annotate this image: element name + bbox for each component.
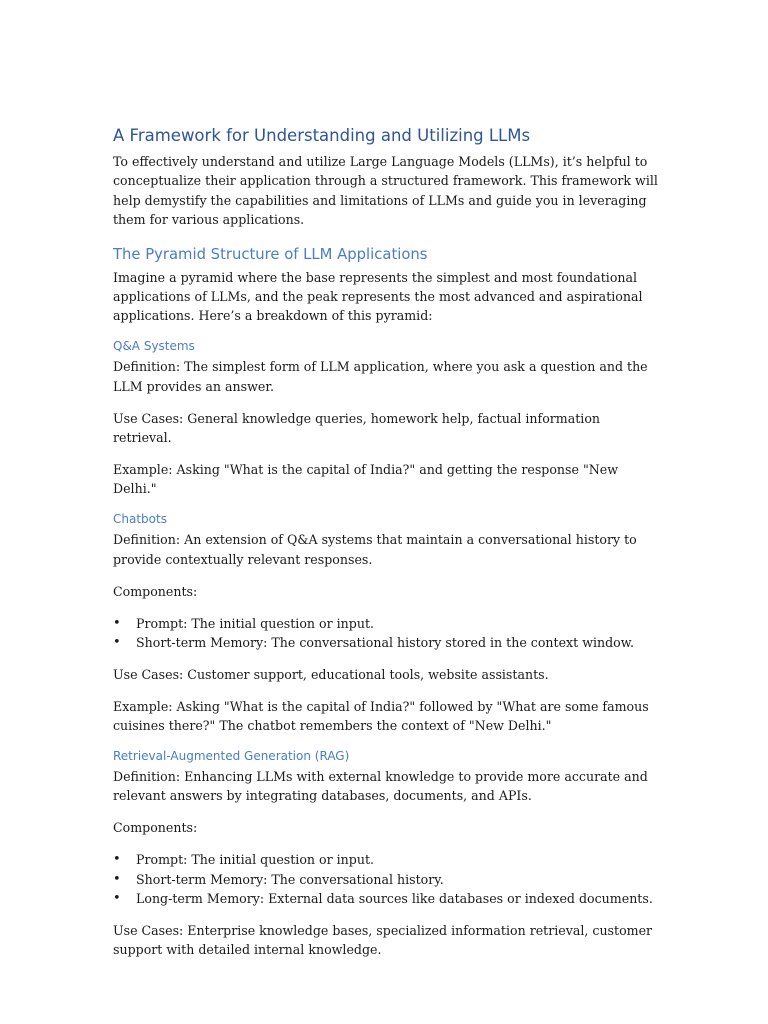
chatbots-definition: Definition: An extension of Q&A systems that maintain a conversational history to provide contextually relevant responses. <box>113 532 637 567</box>
chatbots-example: Example: Asking "What is the capital of India?" followed by "What are some famous cuisines there?" The chatbot remembers the context of "New Delhi." <box>113 698 649 734</box>
bullet-icon: • <box>113 871 121 887</box>
list-item-text: Short-term Memory: The conversational history. <box>136 871 444 887</box>
intro-paragraph: To effectively understand and utilize Large Language Models (LLMs), it’s helpful to conceptualize their application through a structured framework. This framework will help demystify the capabilities and limitations of LLMs and guide you in leveraging them for various applications. <box>113 154 658 228</box>
rag-components-list <box>113 850 661 908</box>
rag-use-cases: Use Cases: Enterprise knowledge bases, specialized information retrieval, customer support with detailed internal knowledge. <box>113 922 653 958</box>
pyramid-paragraph: Imagine a pyramid where the base represents the simplest and most foundational applications of LLMs, and the peak represents the most advanced and aspirational applications. Here’s a breakdown of this pyramid: <box>113 269 643 324</box>
bullet-icon: • <box>113 615 121 631</box>
qa-use-cases: Use Cases: General knowledge queries, homework help, factual information retrieval. <box>113 410 601 446</box>
rag-definition: Definition: Enhancing LLMs with external knowledge to provide more accurate and relevant answers by integrating databases, documents, and APIs. <box>113 769 648 804</box>
chatbots-components-list <box>113 614 661 653</box>
qa-example: Example: Asking "What is the capital of India?" and getting the response "New Delhi." <box>113 461 619 497</box>
document-title: A Framework for Understanding and Utilizing LLMs <box>113 126 531 145</box>
chatbots-heading: Chatbots <box>113 512 167 527</box>
list-item <box>113 633 661 652</box>
chatbots-use-cases: Use Cases: Customer support, educational tools, website assistants. <box>113 666 549 682</box>
list-item-text: Prompt: The initial question or input. <box>136 852 375 868</box>
list-item <box>113 889 661 908</box>
bullet-icon: • <box>113 852 121 868</box>
list-item <box>113 614 661 633</box>
qa-definition: Definition: The simplest form of LLM application, where you ask a question and the LLM provides an answer. <box>113 359 648 394</box>
list-item-text: Long-term Memory: External data sources like databases or indexed documents. <box>136 891 653 907</box>
bullet-icon: • <box>113 891 121 907</box>
qa-heading: Q&A Systems <box>113 339 195 354</box>
bullet-icon: • <box>113 634 121 650</box>
rag-heading: Retrieval-Augmented Generation (RAG) <box>113 749 350 764</box>
pyramid-heading: The Pyramid Structure of LLM Applications <box>113 245 428 263</box>
chatbots-components-label: Components: <box>113 583 198 599</box>
list-item <box>113 850 661 869</box>
list-item-text: Prompt: The initial question or input. <box>136 615 375 631</box>
list-item <box>113 870 661 889</box>
list-item-text: Short-term Memory: The conversational history stored in the context window. <box>136 634 635 650</box>
document-page <box>113 125 661 960</box>
rag-components-label: Components: <box>113 820 198 836</box>
